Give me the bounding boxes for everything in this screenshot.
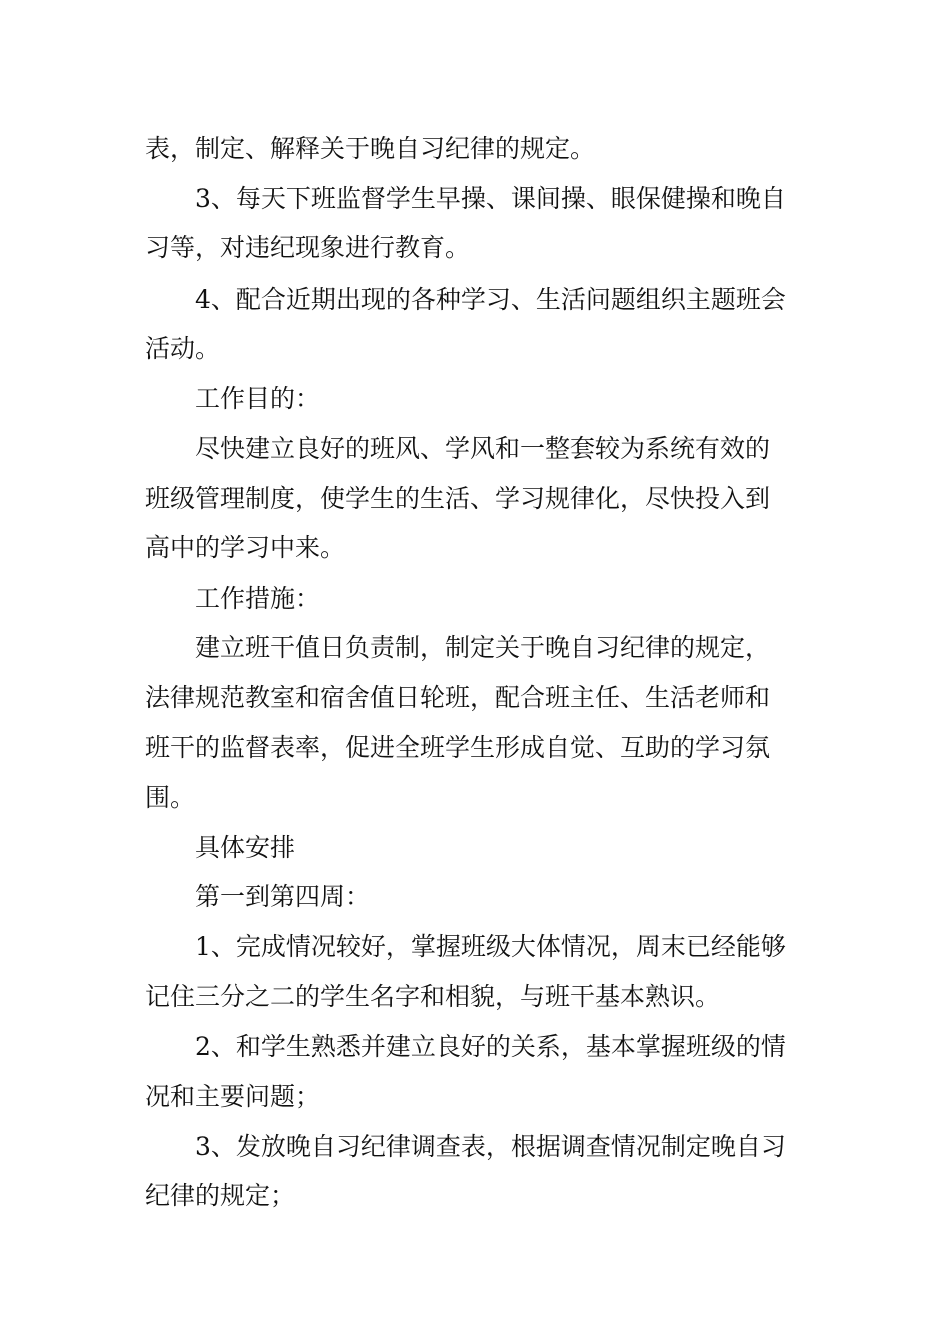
- section-heading: 工作目的：: [195, 384, 321, 413]
- text-line: 尽快建立良好的班风、学风和一整套较为系统有效的: [195, 434, 771, 463]
- text-line: 班级管理制度，使学生的生活、学习规律化，尽快投入到: [145, 484, 771, 513]
- text-line: 记住三分之二的学生名字和相貌，与班干基本熟识。: [145, 982, 721, 1011]
- text-line: 高中的学习中来。: [145, 533, 346, 562]
- subsection-heading: 第一到第四周：: [195, 882, 371, 911]
- text-line: 3、发放晚自习纪律调查表，根据调查情况制定晚自习: [195, 1132, 786, 1161]
- text-line: 围。: [145, 783, 196, 812]
- text-line: 表，制定、解释关于晚自习纪律的规定。: [145, 134, 596, 163]
- section-heading: 工作措施：: [195, 584, 321, 613]
- text-line: 4、配合近期出现的各种学习、生活问题组织主题班会: [195, 285, 786, 314]
- text-line: 班干的监督表率，促进全班学生形成自觉、互助的学习氛: [145, 733, 771, 762]
- text-line: 习等，对违纪现象进行教育。: [145, 233, 471, 262]
- text-line: 活动。: [145, 334, 221, 363]
- text-line: 2、和学生熟悉并建立良好的关系，基本掌握班级的情: [195, 1032, 786, 1061]
- text-line: 纪律的规定；: [145, 1181, 296, 1210]
- text-line: 法律规范教室和宿舍值日轮班，配合班主任、生活老师和: [145, 683, 771, 712]
- text-line: 建立班干值日负责制，制定关于晚自习纪律的规定，: [195, 633, 771, 662]
- text-line: 3、每天下班监督学生早操、课间操、眼保健操和晚自: [195, 184, 786, 213]
- text-line: 况和主要问题；: [145, 1082, 321, 1111]
- text-line: 1、完成情况较好，掌握班级大体情况，周末已经能够: [195, 932, 786, 961]
- section-heading: 具体安排: [195, 833, 296, 862]
